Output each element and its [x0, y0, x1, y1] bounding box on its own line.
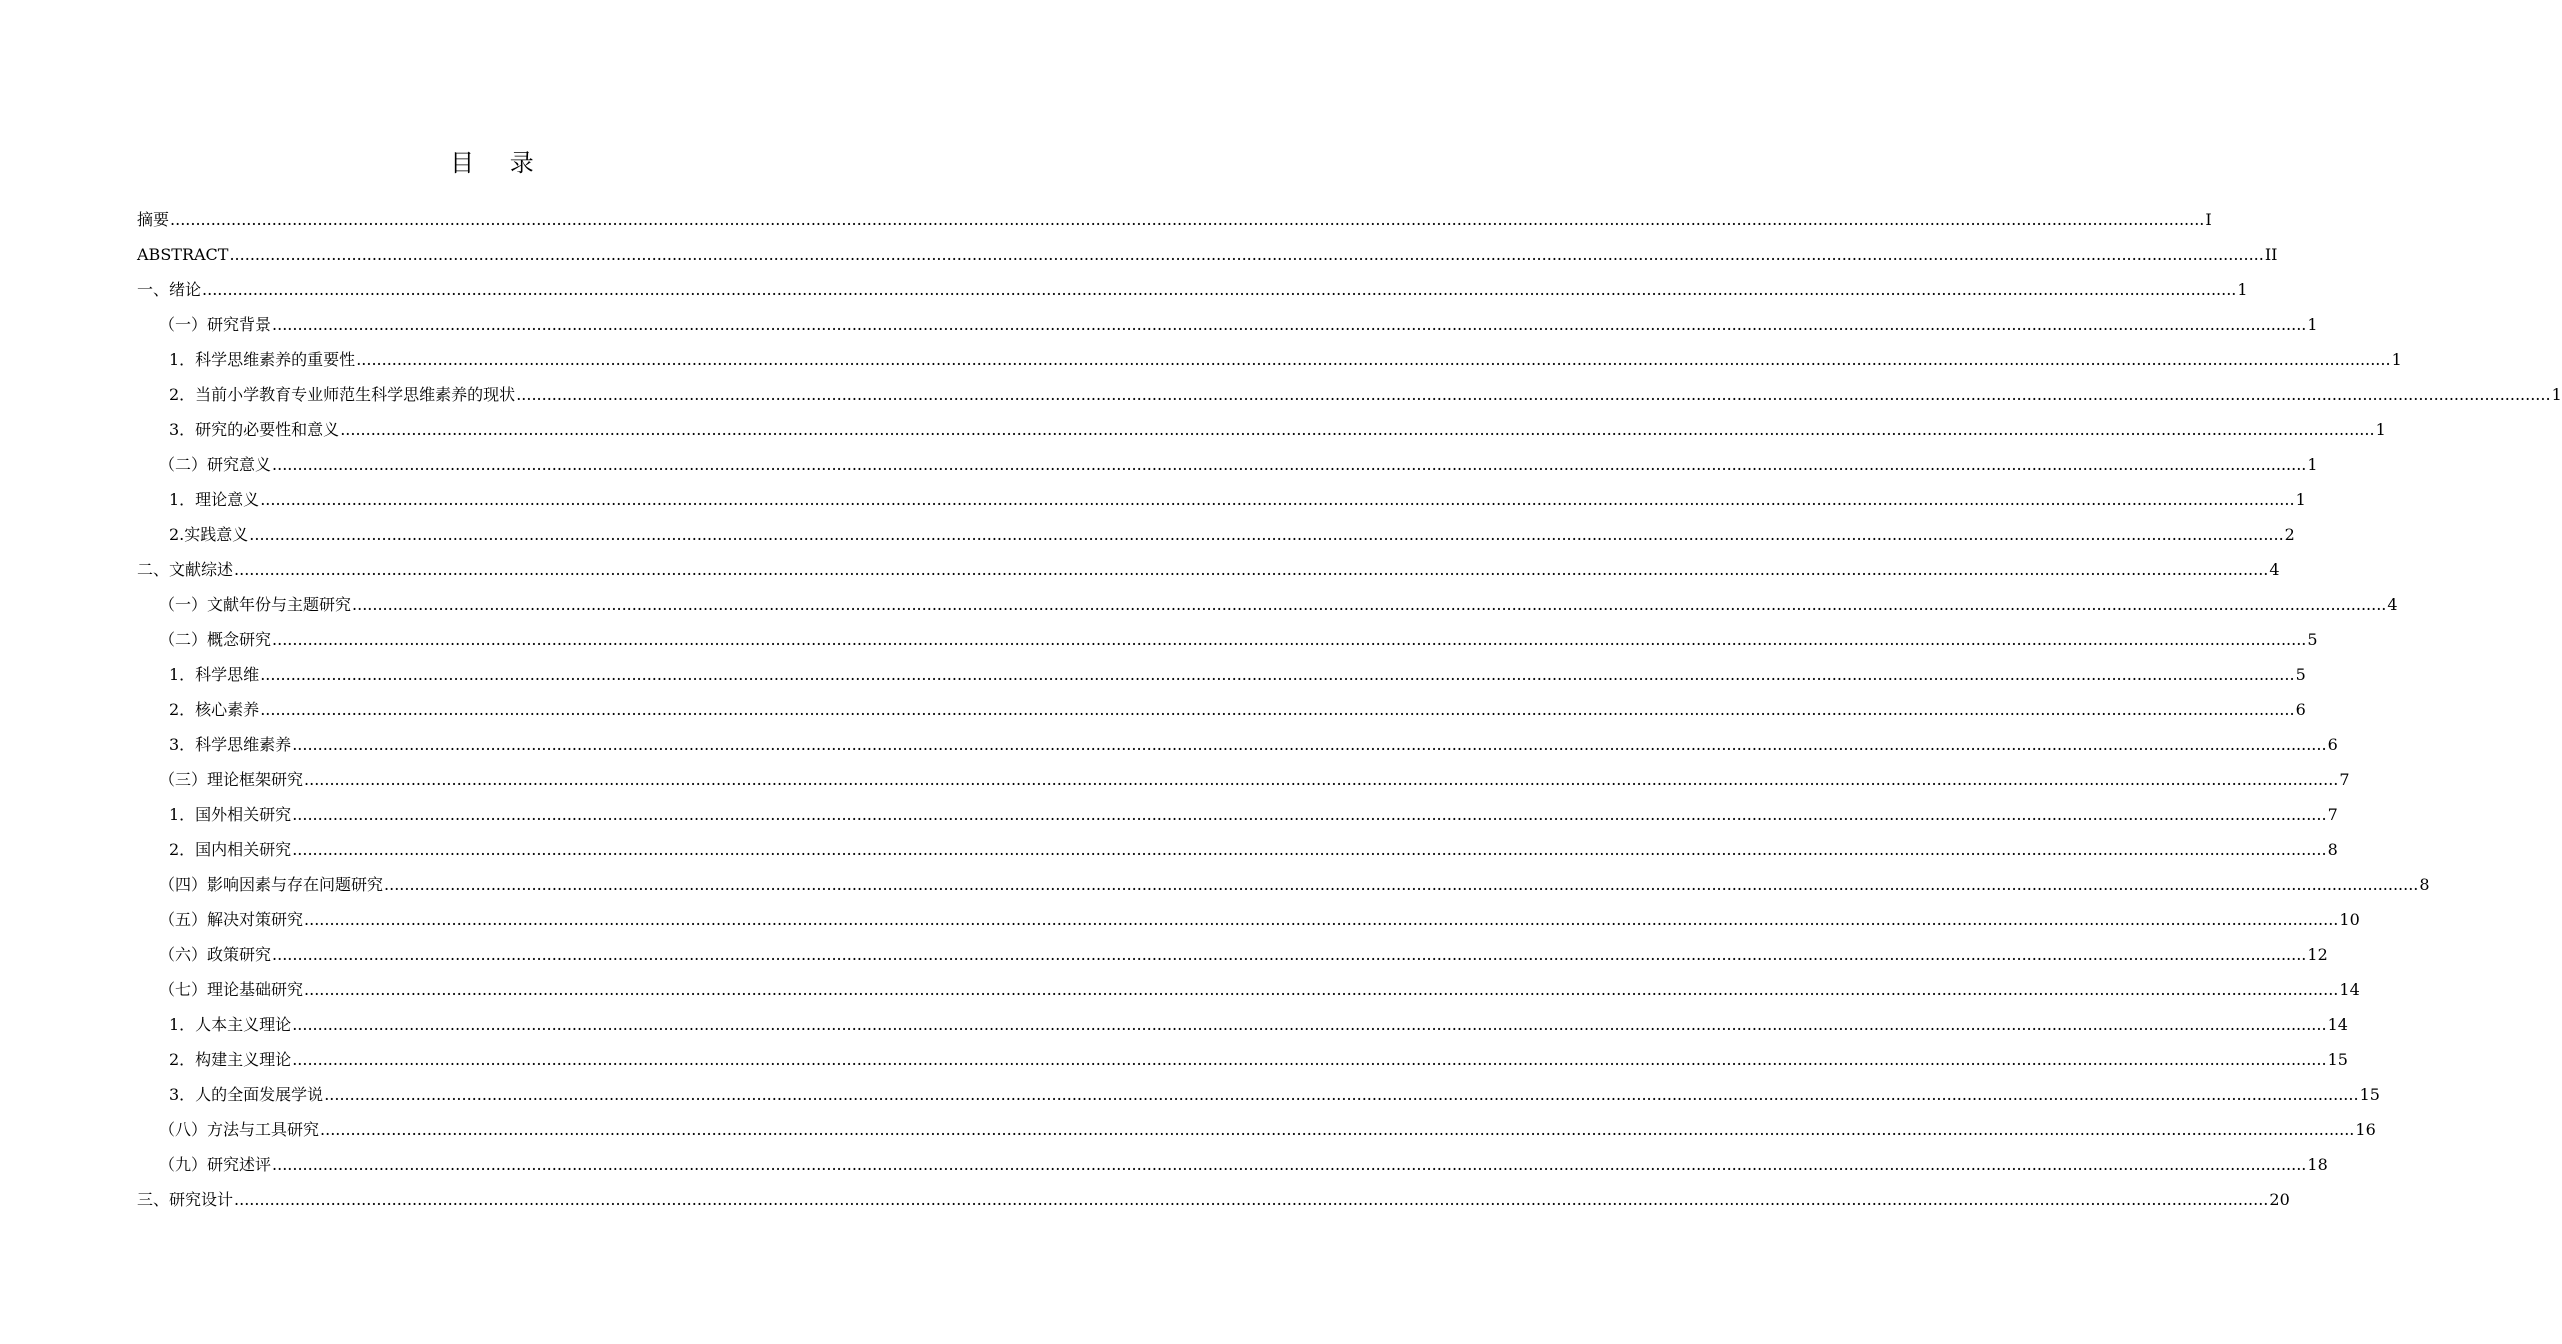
toc-entry[interactable]: [137, 622, 2318, 657]
toc-entry-page: 1: [2237, 280, 2248, 299]
toc-entry-label: （七）理论基础研究: [159, 980, 304, 999]
toc-dot-leader: ................................................................................................................................................................................................................................................................................................................................................................................................................: [272, 1155, 2307, 1174]
toc-entry[interactable]: [137, 272, 2248, 307]
toc-entry[interactable]: [137, 412, 2386, 447]
toc-dot-leader: ................................................................................................................................................................................................................................................................................................................................................................................................................: [260, 490, 2295, 509]
toc-dot-leader: ................................................................................................................................................................................................................................................................................................................................................................................................................: [384, 875, 2419, 894]
toc-dot-leader: ................................................................................................................................................................................................................................................................................................................................................................................................................: [260, 700, 2295, 719]
toc-dot-leader: ................................................................................................................................................................................................................................................................................................................................................................................................................: [229, 245, 2264, 264]
toc-dot-leader: ................................................................................................................................................................................................................................................................................................................................................................................................................: [292, 1015, 2327, 1034]
toc-entry[interactable]: [137, 937, 2328, 972]
toc-dot-leader: ................................................................................................................................................................................................................................................................................................................................................................................................................: [272, 945, 2307, 964]
toc-dot-leader: ................................................................................................................................................................................................................................................................................................................................................................................................................: [340, 420, 2375, 439]
toc-entry-label: （一）研究背景: [159, 315, 272, 334]
toc-entry-page: 1: [2307, 455, 2318, 474]
toc-entry-page: 5: [2307, 630, 2318, 649]
toc-entry-page: 12: [2307, 945, 2328, 964]
toc-entry-label: （五）解决对策研究: [159, 910, 304, 929]
toc-entry-page: 1: [2295, 490, 2306, 509]
toc-entry-page: 4: [2269, 560, 2280, 579]
toc-entry-label: 2．核心素养: [169, 700, 260, 719]
toc-dot-leader: ................................................................................................................................................................................................................................................................................................................................................................................................................: [272, 630, 2307, 649]
toc-entry-label: 3．研究的必要性和意义: [169, 420, 340, 439]
toc-entry[interactable]: [137, 1077, 2380, 1112]
toc-entry-page: 14: [2339, 980, 2360, 999]
toc-entry-label: ABSTRACT: [137, 245, 229, 264]
toc-dot-leader: ................................................................................................................................................................................................................................................................................................................................................................................................................: [202, 280, 2237, 299]
toc-entry[interactable]: [137, 587, 2398, 622]
toc-dot-leader: ................................................................................................................................................................................................................................................................................................................................................................................................................: [272, 315, 2307, 334]
toc-entry[interactable]: [137, 727, 2338, 762]
toc-dot-leader: ................................................................................................................................................................................................................................................................................................................................................................................................................: [352, 595, 2387, 614]
toc-entry-label: 1．理论意义: [169, 490, 260, 509]
toc-dot-leader: ................................................................................................................................................................................................................................................................................................................................................................................................................: [516, 385, 2551, 404]
toc-dot-leader: ................................................................................................................................................................................................................................................................................................................................................................................................................: [304, 910, 2339, 929]
toc-entry-label: 2．构建主义理论: [169, 1050, 292, 1069]
toc-dot-leader: ................................................................................................................................................................................................................................................................................................................................................................................................................: [356, 350, 2391, 369]
toc-entry[interactable]: [137, 552, 2280, 587]
toc-dot-leader: ................................................................................................................................................................................................................................................................................................................................................................................................................: [304, 770, 2339, 789]
toc-entry-page: 16: [2355, 1120, 2376, 1139]
toc-entry[interactable]: [137, 482, 2306, 517]
toc-entry-label: （二）研究意义: [159, 455, 272, 474]
toc-entry[interactable]: [137, 762, 2350, 797]
toc-entry-label: （四）影响因素与存在问题研究: [159, 875, 384, 894]
toc-dot-leader: ................................................................................................................................................................................................................................................................................................................................................................................................................: [292, 840, 2327, 859]
toc-entry-page: 4: [2387, 595, 2398, 614]
toc-entry-label: 1．科学思维素养的重要性: [169, 350, 356, 369]
toc-entry[interactable]: [137, 447, 2318, 482]
toc-entry-label: （三）理论框架研究: [159, 770, 304, 789]
toc-entry-page: 7: [2339, 770, 2350, 789]
toc-entry-page: 10: [2339, 910, 2360, 929]
toc-dot-leader: ................................................................................................................................................................................................................................................................................................................................................................................................................: [292, 805, 2327, 824]
toc-entry-page: 6: [2327, 735, 2338, 754]
toc-entry-page: 15: [2359, 1085, 2380, 1104]
toc-dot-leader: ................................................................................................................................................................................................................................................................................................................................................................................................................: [324, 1085, 2359, 1104]
toc-entry-page: 8: [2327, 840, 2338, 859]
toc-entry-label: 2．国内相关研究: [169, 840, 292, 859]
toc-entry-page: 14: [2327, 1015, 2348, 1034]
toc-entry-page: 20: [2269, 1190, 2290, 1209]
toc-entry[interactable]: [137, 902, 2360, 937]
toc-entry-label: 1．人本主义理论: [169, 1015, 292, 1034]
toc-entry-page: 1: [2551, 385, 2562, 404]
toc-dot-leader: ................................................................................................................................................................................................................................................................................................................................................................................................................: [234, 1190, 2269, 1209]
toc-entry-page: 1: [2307, 315, 2318, 334]
toc-entry-label: 3．人的全面发展学说: [169, 1085, 324, 1104]
toc-dot-leader: ................................................................................................................................................................................................................................................................................................................................................................................................................: [234, 560, 2269, 579]
toc-entry-page: I: [2205, 210, 2212, 229]
toc-entry-label: （九）研究述评: [159, 1155, 272, 1174]
toc-entry[interactable]: [137, 867, 2430, 902]
toc-entry-label: （一）文献年份与主题研究: [159, 595, 352, 614]
toc-entry-page: 1: [2375, 420, 2386, 439]
toc-entry-label: 摘要: [137, 210, 170, 229]
toc-entry-label: 3．科学思维素养: [169, 735, 292, 754]
toc-entry[interactable]: [137, 657, 2306, 692]
toc-entry-page: II: [2264, 245, 2278, 264]
table-of-contents: [137, 202, 2562, 1217]
toc-dot-leader: ................................................................................................................................................................................................................................................................................................................................................................................................................: [272, 455, 2307, 474]
toc-dot-leader: ................................................................................................................................................................................................................................................................................................................................................................................................................: [304, 980, 2339, 999]
toc-entry[interactable]: [137, 1042, 2348, 1077]
toc-entry[interactable]: [137, 307, 2318, 342]
toc-entry-label: 1．科学思维: [169, 665, 260, 684]
toc-dot-leader: ................................................................................................................................................................................................................................................................................................................................................................................................................: [320, 1120, 2355, 1139]
toc-entry[interactable]: [137, 1182, 2290, 1217]
toc-entry[interactable]: [137, 832, 2338, 867]
toc-dot-leader: ................................................................................................................................................................................................................................................................................................................................................................................................................: [292, 1050, 2327, 1069]
toc-entry[interactable]: [137, 1112, 2376, 1147]
toc-entry-label: 一、绪论: [137, 280, 202, 299]
toc-entry-page: 1: [2391, 350, 2402, 369]
toc-dot-leader: ................................................................................................................................................................................................................................................................................................................................................................................................................: [249, 525, 2284, 544]
toc-entry[interactable]: [137, 692, 2306, 727]
toc-entry-page: 15: [2327, 1050, 2348, 1069]
toc-title: 目 录: [450, 149, 548, 177]
toc-entry-label: （八）方法与工具研究: [159, 1120, 320, 1139]
toc-entry[interactable]: [137, 1147, 2328, 1182]
toc-entry-label: 三、研究设计: [137, 1190, 234, 1209]
toc-entry-label: 2．当前小学教育专业师范生科学思维素养的现状: [169, 385, 516, 404]
toc-entry-label: 二、文献综述: [137, 560, 234, 579]
toc-entry[interactable]: [137, 342, 2402, 377]
toc-entry-label: 2.实践意义: [169, 525, 249, 544]
toc-entry[interactable]: [137, 1007, 2348, 1042]
toc-dot-leader: ................................................................................................................................................................................................................................................................................................................................................................................................................: [170, 210, 2205, 229]
toc-entry-page: 2: [2284, 525, 2295, 544]
toc-entry[interactable]: [137, 377, 2562, 412]
toc-entry-page: 18: [2307, 1155, 2328, 1174]
toc-entry[interactable]: [137, 202, 2212, 237]
toc-entry[interactable]: [137, 237, 2278, 272]
toc-entry[interactable]: [137, 972, 2360, 1007]
toc-entry-page: 8: [2419, 875, 2430, 894]
toc-entry-page: 6: [2295, 700, 2306, 719]
toc-entry-label: 1．国外相关研究: [169, 805, 292, 824]
toc-dot-leader: ................................................................................................................................................................................................................................................................................................................................................................................................................: [260, 665, 2295, 684]
toc-entry-page: 7: [2327, 805, 2338, 824]
toc-entry[interactable]: [137, 517, 2295, 552]
toc-entry-label: （二）概念研究: [159, 630, 272, 649]
toc-entry[interactable]: [137, 797, 2338, 832]
toc-entry-label: （六）政策研究: [159, 945, 272, 964]
toc-entry-page: 5: [2295, 665, 2306, 684]
toc-dot-leader: ................................................................................................................................................................................................................................................................................................................................................................................................................: [292, 735, 2327, 754]
